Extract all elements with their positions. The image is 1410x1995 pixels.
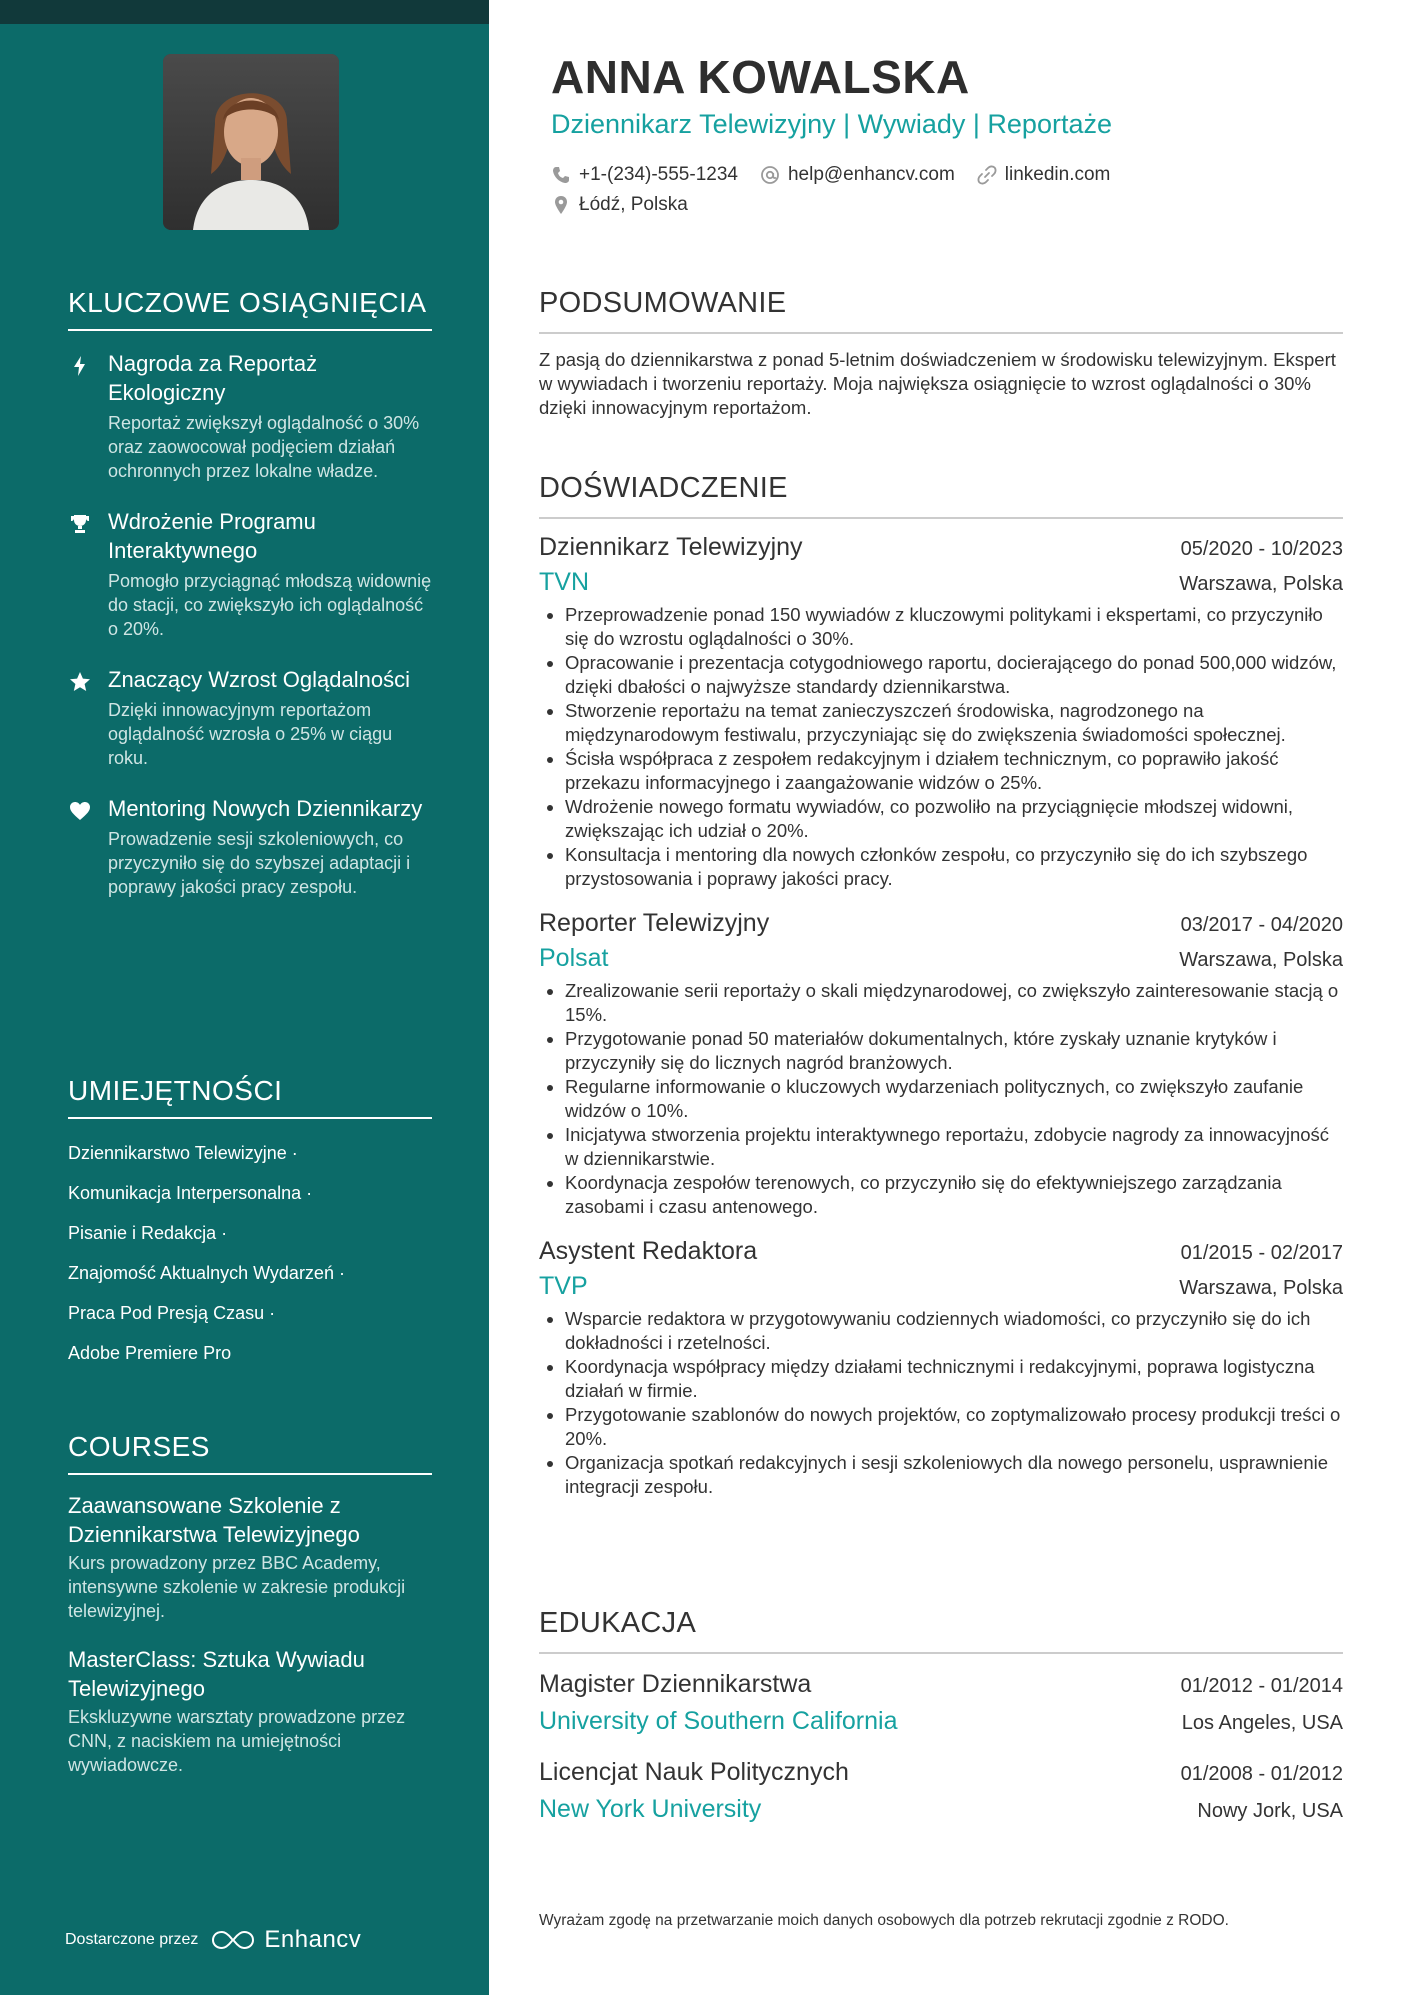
skill-item: Praca Pod Presją Czasu · [68, 1303, 276, 1323]
job-entry [539, 533, 1343, 891]
phone-item [551, 164, 738, 186]
skills-title: UMIEJĘTNOŚCI [68, 1075, 432, 1119]
edu-location: Los Angeles, USA [1181, 1712, 1343, 1734]
skills-section [68, 1075, 432, 1373]
job-location: Warszawa, Polska [1179, 573, 1343, 595]
bullet-item: • Konsultacja i mentoring dla nowych członków zespołu, co przyczyniło się do ich szybszego przystosowania i poprawy jakości pracy. [565, 843, 1343, 891]
sidebar [0, 0, 489, 1995]
course-item [68, 1491, 432, 1623]
job-company-row [539, 944, 1343, 973]
job-location: Warszawa, Polska [1179, 949, 1343, 971]
education-section [539, 1607, 1343, 1824]
edu-school-row [539, 1795, 1343, 1824]
bullet-item: • Ścisła współpraca z zespołem redakcyjnym i działem technicznym, co poprawiło jakość przekazu informacyjnego i zaangażowanie widzów o 25%. [565, 747, 1343, 795]
summary-text: Z pasją do dziennikarstwa z ponad 5-letnim doświadczeniem w środowisku telewizyjnym. Ekspert w wywiadach i tworzeniu reportaży. Moja największa osiągnięcie to wzrost oglądalności o 30% dzięki innowacyjnym reportażom. [539, 349, 1336, 418]
job-dates: 03/2017 - 04/2020 [1180, 914, 1343, 936]
achievement-item [68, 665, 432, 770]
star-icon [68, 670, 92, 694]
education-entry [539, 1670, 1343, 1736]
phone-icon [551, 165, 571, 185]
job-company-row [539, 1272, 1343, 1301]
job-location: Warszawa, Polska [1179, 1277, 1343, 1299]
school-name: University of Southern California [539, 1707, 898, 1735]
brand-name: Enhancv [264, 1926, 362, 1953]
heart-icon [68, 799, 92, 823]
education-entry [539, 1758, 1343, 1824]
contact-row [551, 190, 1331, 220]
job-company-row [539, 568, 1343, 597]
bullet-item: • Przygotowanie ponad 50 materiałów dokumentalnych, które zyskały uznanie krytyków i przyczyniły się do licznych nagród branżowych. [565, 1027, 1343, 1075]
summary-title: PODSUMOWANIE [539, 287, 1343, 334]
job-header-row [539, 1237, 1343, 1266]
powered-by-label: Dostarczone przez [65, 1931, 199, 1948]
achievement-desc: Prowadzenie sesji szkoleniowych, co przyczyniło się do szybszej adaptacji i poprawy jakości pracy zespołu. [108, 829, 411, 897]
job-bullets [539, 603, 1343, 891]
job-header-row [539, 533, 1343, 562]
location-item [551, 194, 688, 216]
phone-text: +1-(234)-555-1234 [579, 164, 738, 185]
degree: Magister Dziennikarstwa [539, 1670, 812, 1698]
achievement-title: Znaczący Wzrost Oglądalności [108, 667, 410, 692]
skill-item: Komunikacja Interpersonalna · [68, 1183, 313, 1203]
candidate-name: ANNA KOWALSKA [551, 51, 970, 103]
courses-title: COURSES [68, 1431, 432, 1475]
email-text: help@enhancv.com [787, 164, 955, 185]
school-name: New York University [539, 1795, 762, 1823]
job-title: Reporter Telewizyjny [539, 909, 770, 937]
job-entry [539, 1237, 1343, 1499]
achievement-title: Wdrożenie Programu Interaktywnego [108, 509, 316, 563]
courses-section [68, 1431, 432, 1777]
email-item[interactable] [760, 164, 955, 186]
lightning-icon [68, 354, 92, 378]
achievements-title: KLUCZOWE OSIĄGNIĘCIA [68, 287, 432, 331]
job-title: Dziennikarz Telewizyjny [539, 533, 803, 561]
contact-row [551, 160, 1331, 190]
bullet-item: • Wdrożenie nowego formatu wywiadów, co pozwoliło na przyciągnięcie młodszej widowni, zwiększając ich udział o 20%. [565, 795, 1343, 843]
skill-item: Adobe Premiere Pro [68, 1343, 232, 1363]
edu-location: Nowy Jork, USA [1197, 1800, 1343, 1822]
skill-item: Znajomość Aktualnych Wydarzeń · [68, 1263, 345, 1283]
company-name: TVP [539, 1272, 588, 1300]
edu-header-row [539, 1758, 1343, 1787]
trophy-icon [68, 512, 92, 536]
job-title: Asystent Redaktora [539, 1237, 758, 1265]
job-bullets [539, 1307, 1343, 1499]
bullet-item: • Wsparcie redaktora w przygotowywaniu codziennych wiadomości, co przyczyniło się do ich dokładności i rzetelności. [565, 1307, 1343, 1355]
bullet-item: • Organizacja spotkań redakcyjnych i sesji szkoleniowych dla nowego personelu, usprawnienie integracji zespołu. [565, 1451, 1343, 1499]
infinity-icon [210, 1928, 256, 1952]
experience-section [539, 472, 1343, 1499]
achievement-title: Nagroda za Reportaż Ekologiczny [108, 351, 318, 405]
edu-school-row [539, 1707, 1343, 1736]
edu-header-row [539, 1670, 1343, 1699]
job-dates: 01/2015 - 02/2017 [1180, 1242, 1343, 1264]
company-name: Polsat [539, 944, 609, 972]
bullet-item: • Stworzenie reportażu na temat zanieczyszczeń środowiska, nagrodzonego na międzynarodowym festiwalu, przyczyniając się do zwiększenia świadomości społecznej. [565, 699, 1343, 747]
enhancv-logo[interactable] [210, 1926, 361, 1954]
bullet-item: • Zrealizowanie serii reportaży o skali międzynarodowej, co zwiększyło zainteresowanie stacją o 15%. [565, 979, 1343, 1027]
headline: Dziennikarz Telewizyjny | Wywiady | Reportaże [551, 109, 1112, 139]
sidebar-top-strip [0, 0, 489, 24]
achievement-desc: Pomogło przyciągnąć młodszą widownię do stacji, co zwiększyło ich oglądalność o 20%. [108, 571, 432, 639]
skills-list [68, 1133, 432, 1373]
achievement-desc: Dzięki innowacyjnym reportażom oglądalność wzrosła o 25% w ciągu roku. [108, 700, 393, 768]
map-pin-icon [551, 195, 571, 215]
gdpr-consent: Wyrażam zgodę na przetwarzanie moich danych osobowych dla potrzeb rekrutacji zgodnie z RODO. [539, 1912, 1229, 1929]
course-title: Zaawansowane Szkolenie z Dziennikarstwa Telewizyjnego [68, 1493, 360, 1547]
achievement-item [68, 507, 432, 641]
achievements-section [68, 287, 432, 899]
brand-footer [65, 1926, 361, 1954]
job-header-row [539, 909, 1343, 938]
profile-photo [163, 54, 339, 230]
bullet-item: • Koordynacja współpracy między działami technicznymi i redakcyjnymi, poprawa logistyczna działań w firmie. [565, 1355, 1343, 1403]
bullet-item: • Przygotowanie szablonów do nowych projektów, co zoptymalizowało procesy produkcji treści o 20%. [565, 1403, 1343, 1451]
achievement-title: Mentoring Nowych Dziennikarzy [108, 796, 423, 821]
contact-info [551, 160, 1331, 220]
achievement-desc: Reportaż zwiększył oglądalność o 30% oraz zaowocował podjęciem działań ochronnych przez lokalne władze. [108, 413, 420, 481]
company-name: TVN [539, 568, 589, 596]
edu-dates: 01/2008 - 01/2012 [1180, 1763, 1343, 1785]
link-icon [977, 165, 997, 185]
job-entry [539, 909, 1343, 1219]
bullet-item: • Regularne informowanie o kluczowych wydarzeniach politycznych, co zwiększyło zaufanie widzów o 10%. [565, 1075, 1343, 1123]
summary-section [539, 287, 1343, 420]
achievement-item [68, 349, 432, 483]
course-desc: Ekskluzywne warsztaty prowadzone przez CNN, z naciskiem na umiejętności wywiadowcze. [68, 1707, 406, 1775]
job-dates: 05/2020 - 10/2023 [1180, 538, 1343, 560]
achievement-item [68, 794, 432, 899]
experience-title: DOŚWIADCZENIE [539, 472, 1343, 519]
course-title: MasterClass: Sztuka Wywiadu Telewizyjnego [68, 1647, 365, 1701]
skill-item: Dziennikarstwo Telewizyjne · [68, 1143, 298, 1163]
bullet-item: • Przeprowadzenie ponad 150 wywiadów z kluczowymi politykami i ekspertami, co przyczyniło się do wzrostu oglądalności o 30%. [565, 603, 1343, 651]
at-icon [760, 165, 780, 185]
location-text: Łódź, Polska [579, 194, 688, 215]
course-item [68, 1645, 432, 1777]
linkedin-item[interactable] [977, 164, 1111, 186]
edu-dates: 01/2012 - 01/2014 [1180, 1675, 1343, 1697]
course-desc: Kurs prowadzony przez BBC Academy, intensywne szkolenie w zakresie produkcji telewizyjnej. [68, 1553, 406, 1621]
bullet-item: • Inicjatywa stworzenia projektu interaktywnego reportażu, zdobycie nagrody za innowacyjność w dziennikarstwie. [565, 1123, 1343, 1171]
bullet-item: • Opracowanie i prezentacja cotygodniowego raportu, docierającego do ponad 500,000 widzów, dzięki dbałości o najwyższe standardy dziennikarstwa. [565, 651, 1343, 699]
job-bullets [539, 979, 1343, 1219]
degree: Licencjat Nauk Politycznych [539, 1758, 849, 1786]
linkedin-text: linkedin.com [1004, 164, 1111, 185]
skill-item: Pisanie i Redakcja · [68, 1223, 228, 1243]
bullet-item: • Koordynacja zespołów terenowych, co przyczyniło się do efektywniejszego zarządzania zasobami i czasu antenowego. [565, 1171, 1343, 1219]
education-title: EDUKACJA [539, 1607, 1343, 1654]
